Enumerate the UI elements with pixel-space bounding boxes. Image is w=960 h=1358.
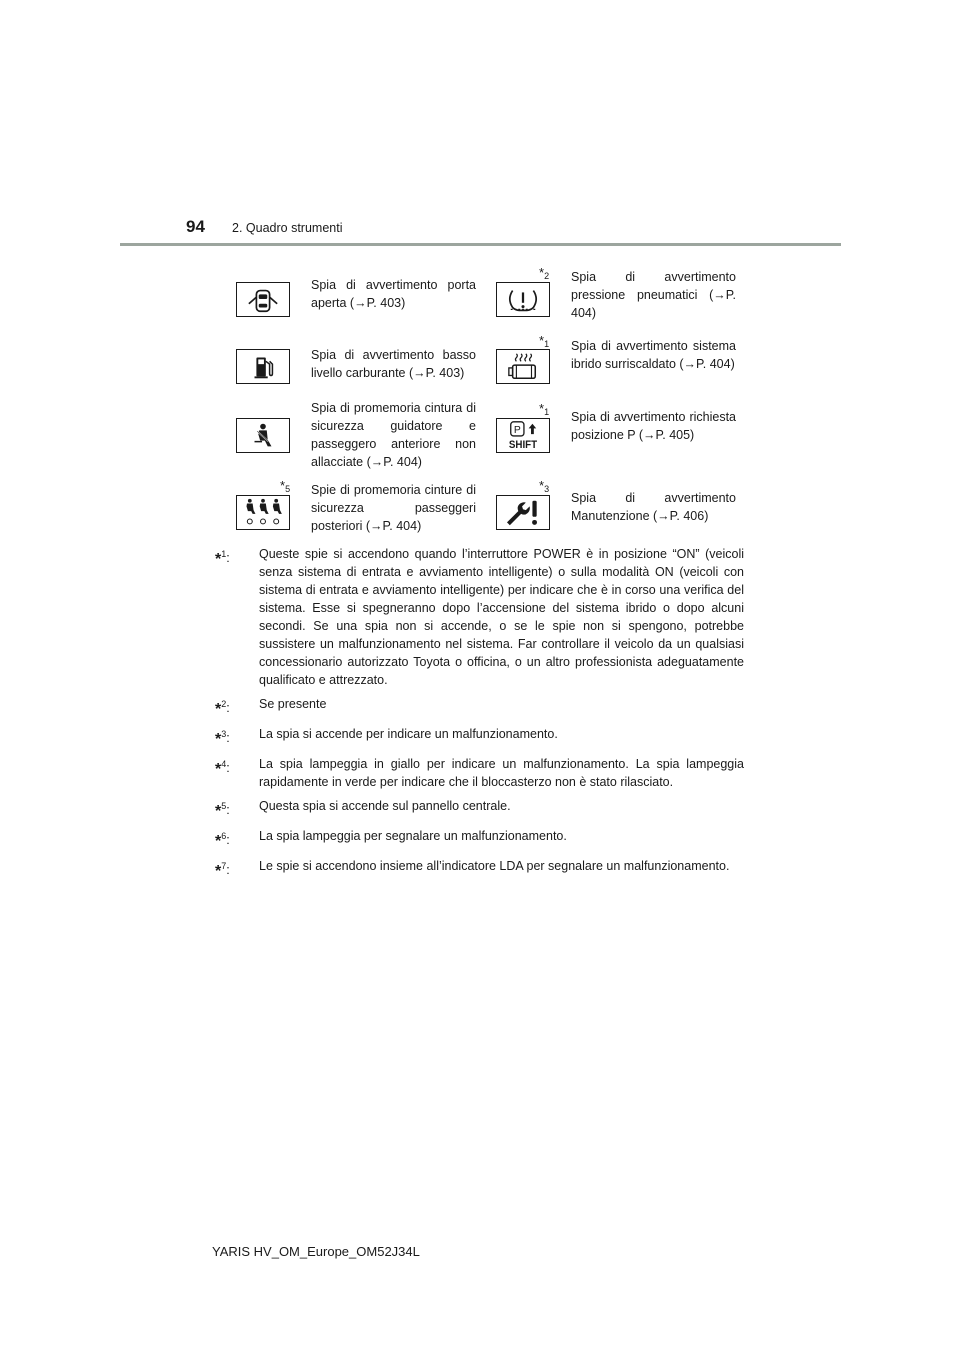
- footnote: *$^5$: Questa spia si accende sul pannello centrale.: [215, 799, 511, 820]
- hybrid-overheat-icon: [496, 349, 550, 384]
- light-description: Spia di avvertimento sistema ibrido surriscaldato (→P. 404): [571, 339, 736, 371]
- light-description: Spia di avvertimento richiesta posizione P (→P. 405): [571, 410, 736, 442]
- footnote: *$^4$: La spia lampeggia in giallo per indicare un malfunzionamento. La spia lampeggia rapidamente in verde per indicare che il bloccasterzo non è stato rilasciato.: [215, 757, 744, 789]
- footnote: *$^7$: Le spie si accendono insieme all’indicatore LDA per segnalare un malfunzionamento.: [215, 859, 730, 880]
- header-divider: [120, 243, 841, 246]
- fuel-pump-icon: [236, 349, 290, 384]
- footnote-ref: $*_3$: [539, 478, 550, 494]
- footnote: *$^3$: La spia si accende per indicare un malfunzionamento.: [215, 727, 558, 748]
- footnote: *$^6$: La spia lampeggia per segnalare un malfunzionamento.: [215, 829, 567, 850]
- p-shift-label: SHIFT: [508, 439, 538, 452]
- light-description: Spie di promemoria cinture di sicurezza passeggeri posteriori (→P. 404): [311, 483, 476, 533]
- light-description: Spia di avvertimento Manutenzione (→P. 406): [571, 491, 736, 523]
- door-open-icon: [236, 282, 290, 317]
- light-description: Spia di avvertimento basso livello carburante (→P. 403): [311, 348, 476, 380]
- footnote-ref: $*_5$: [280, 478, 291, 494]
- footnote: *$^1$: Queste spie si accendono quando l’interruttore POWER è in posizione “ON” (veicoli senza sistema di entrata e avviamento intelligente) o sulla modalità ON (veicoli con sistema di entrata e avviamento intelligente) per indicare che è in corso una verifica del sistema. Esse si spegneranno dopo l’accensione del sistema ibrido o dopo alcuni secondi. Se una spia non si accende, o se le spie non si spengono, potrebbe sussistere un malfunzionamento nel sistema. Far controllare il veicolo da un qualsiasi concessionario autorizzato Toyota o officina, o un altro professionista adeguatamente qualificato e attrezzato.: [215, 547, 744, 687]
- light-description: Spia di avvertimento porta aperta (→P. 403): [311, 278, 476, 310]
- footnote-ref: $*_1$: [539, 401, 550, 417]
- p-shift-icon: [496, 418, 550, 453]
- footnote-ref: $*_2$: [539, 265, 550, 281]
- footnotes: [215, 545, 744, 887]
- page-number: 94: [186, 217, 205, 236]
- tire-pressure-icon: [496, 282, 550, 317]
- document-code: YARIS HV_OM_Europe_OM52J34L: [212, 1244, 420, 1259]
- section-title: 2. Quadro strumenti: [232, 221, 343, 235]
- maintenance-wrench-icon: [496, 495, 550, 530]
- seatbelt-icon: [236, 418, 290, 453]
- rear-seatbelt-icon: [236, 495, 290, 530]
- footnote: *$^2$: Se presente: [215, 697, 327, 718]
- svg-text:P: P: [513, 425, 521, 437]
- light-description: Spia di promemoria cintura di sicurezza guidatore e passeggero anteriore non allacciate (→P. 404): [311, 401, 476, 469]
- footnote-ref: $*_1$: [539, 333, 550, 349]
- light-description: Spia di avvertimento pressione pneumatici (→P. 404): [571, 270, 736, 320]
